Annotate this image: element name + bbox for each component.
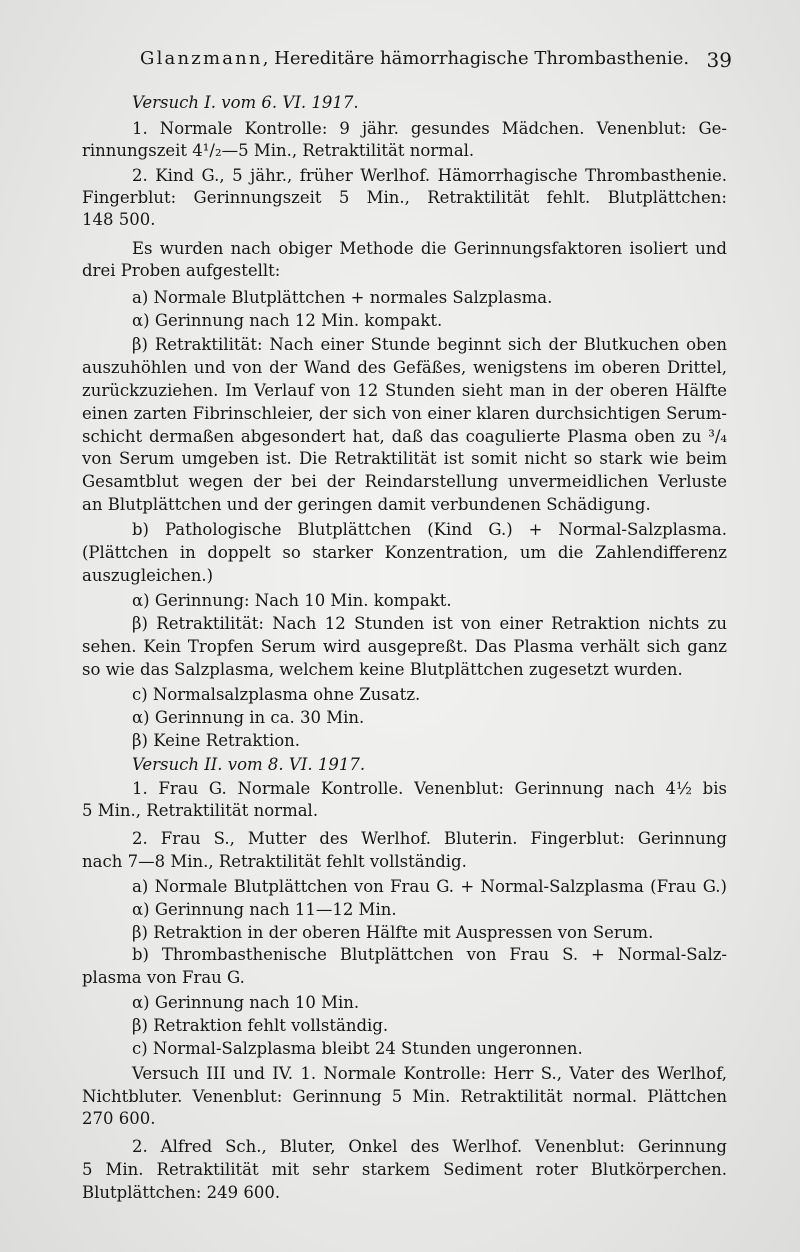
text-line: auszuhöhlen und von der Wand des Gefäßes, wenigstens im oberen Drittel,: [82, 358, 727, 377]
text-line: β) Retraktilität: Nach 12 Stunden ist von einer Retraktion nichts zu: [132, 614, 727, 633]
experiment-heading: Versuch I. vom 6. VI. 1917.: [132, 93, 359, 112]
text-line: Blutplättchen: 249 600.: [82, 1183, 281, 1202]
text-line: β) Retraktion fehlt vollständig.: [132, 1016, 389, 1035]
text-line: 1. Normale Kontrolle: 9 jähr. gesundes Mädchen. Venenblut: Ge-: [132, 119, 727, 138]
text-line: β) Retraktilität: Nach einer Stunde beginnt sich der Blutkuchen oben: [132, 335, 727, 354]
text-line: Nichtbluter. Venenblut: Gerinnung 5 Min. Retraktilität normal. Plättchen: [82, 1087, 727, 1106]
text-line: 148 500.: [82, 210, 156, 229]
text-line: 2. Alfred Sch., Bluter, Onkel des Werlhof. Venenblut: Gerinnung: [132, 1137, 727, 1156]
text-line: nach 7—8 Min., Retraktilität fehlt vollständig.: [82, 852, 467, 871]
text-line: so wie das Salzplasma, welchem keine Blutplättchen zugesetzt wurden.: [82, 660, 683, 679]
running-header: [140, 48, 740, 72]
header-author: Glanzmann: [140, 48, 263, 69]
text-line: b) Thrombasthenische Blutplättchen von Frau S. + Normal-Salz-: [132, 945, 727, 964]
header-title: , Hereditäre hämorrhagische Thrombasthenie.: [262, 48, 690, 69]
text-line: auszugleichen.): [82, 566, 214, 585]
text-line: c) Normal-Salzplasma bleibt 24 Stunden ungeronnen.: [132, 1039, 583, 1058]
text-line: (Plättchen in doppelt so starker Konzentration, um die Zahlendifferenz: [82, 543, 727, 562]
text-line: α) Gerinnung: Nach 10 Min. kompakt.: [132, 591, 452, 610]
text-line: schicht dermaßen abgesondert hat, daß das coagulierte Plasma oben zu ³/₄: [82, 427, 727, 446]
text-line: β) Retraktion in der oberen Hälfte mit Auspressen von Serum.: [132, 923, 654, 942]
text-line: zurückzuziehen. Im Verlauf von 12 Stunden sieht man in der oberen Hälfte: [82, 381, 727, 400]
text-line: rinnungszeit 4¹/₂—5 Min., Retraktilität normal.: [82, 141, 475, 160]
text-line: 5 Min. Retraktilität mit sehr starkem Sediment roter Blutkörperchen.: [82, 1160, 727, 1179]
text-line: a) Normale Blutplättchen + normales Salzplasma.: [132, 288, 553, 307]
page-number: 39: [706, 48, 732, 72]
text-line: b) Pathologische Blutplättchen (Kind G.) + Normal-Salzplasma.: [132, 520, 727, 539]
experiment-heading: Versuch II. vom 8. VI. 1917.: [132, 755, 366, 774]
text-line: an Blutplättchen und der geringen damit verbundenen Schädigung.: [82, 495, 651, 514]
text-line: 1. Frau G. Normale Kontrolle. Venenblut: Gerinnung nach 4½ bis: [132, 779, 727, 798]
text-line: α) Gerinnung nach 11—12 Min.: [132, 900, 397, 919]
text-line: Gesamtblut wegen der bei der Reindarstellung unvermeidlichen Verluste: [82, 472, 727, 491]
text-line: α) Gerinnung nach 12 Min. kompakt.: [132, 311, 443, 330]
text-line: 2. Kind G., 5 jähr., früher Werlhof. Hämorrhagische Thrombasthenie.: [132, 166, 727, 185]
text-line: α) Gerinnung in ca. 30 Min.: [132, 708, 365, 727]
text-line: einen zarten Fibrinschleier, der sich von einer klaren durchsichtigen Serum-: [82, 404, 727, 423]
text-line: a) Normale Blutplättchen von Frau G. + Normal-Salzplasma (Frau G.): [132, 877, 727, 896]
text-line: Fingerblut: Gerinnungszeit 5 Min., Retraktilität fehlt. Blutplättchen:: [82, 188, 727, 207]
text-line: plasma von Frau G.: [82, 968, 245, 987]
text-line: c) Normalsalzplasma ohne Zusatz.: [132, 685, 421, 704]
text-line: 2. Frau S., Mutter des Werlhof. Bluterin. Fingerblut: Gerinnung: [132, 829, 727, 848]
text-line: drei Proben aufgestellt:: [82, 261, 281, 280]
experiment-heading-line: Versuch III und IV. 1. Normale Kontrolle: Herr S., Vater des Werlhof,: [132, 1064, 727, 1083]
text-line: α) Gerinnung nach 10 Min.: [132, 993, 360, 1012]
text-line: von Serum umgeben ist. Die Retraktilität ist somit nicht so stark wie beim: [82, 449, 727, 468]
text-line: 5 Min., Retraktilität normal.: [82, 801, 319, 820]
text-line: β) Keine Retraktion.: [132, 731, 301, 750]
text-line: sehen. Kein Tropfen Serum wird ausgepreßt. Das Plasma verhält sich ganz: [82, 637, 727, 656]
text-line: 270 600.: [82, 1109, 156, 1128]
text-line: Es wurden nach obiger Methode die Gerinnungsfaktoren isoliert und: [132, 239, 727, 258]
